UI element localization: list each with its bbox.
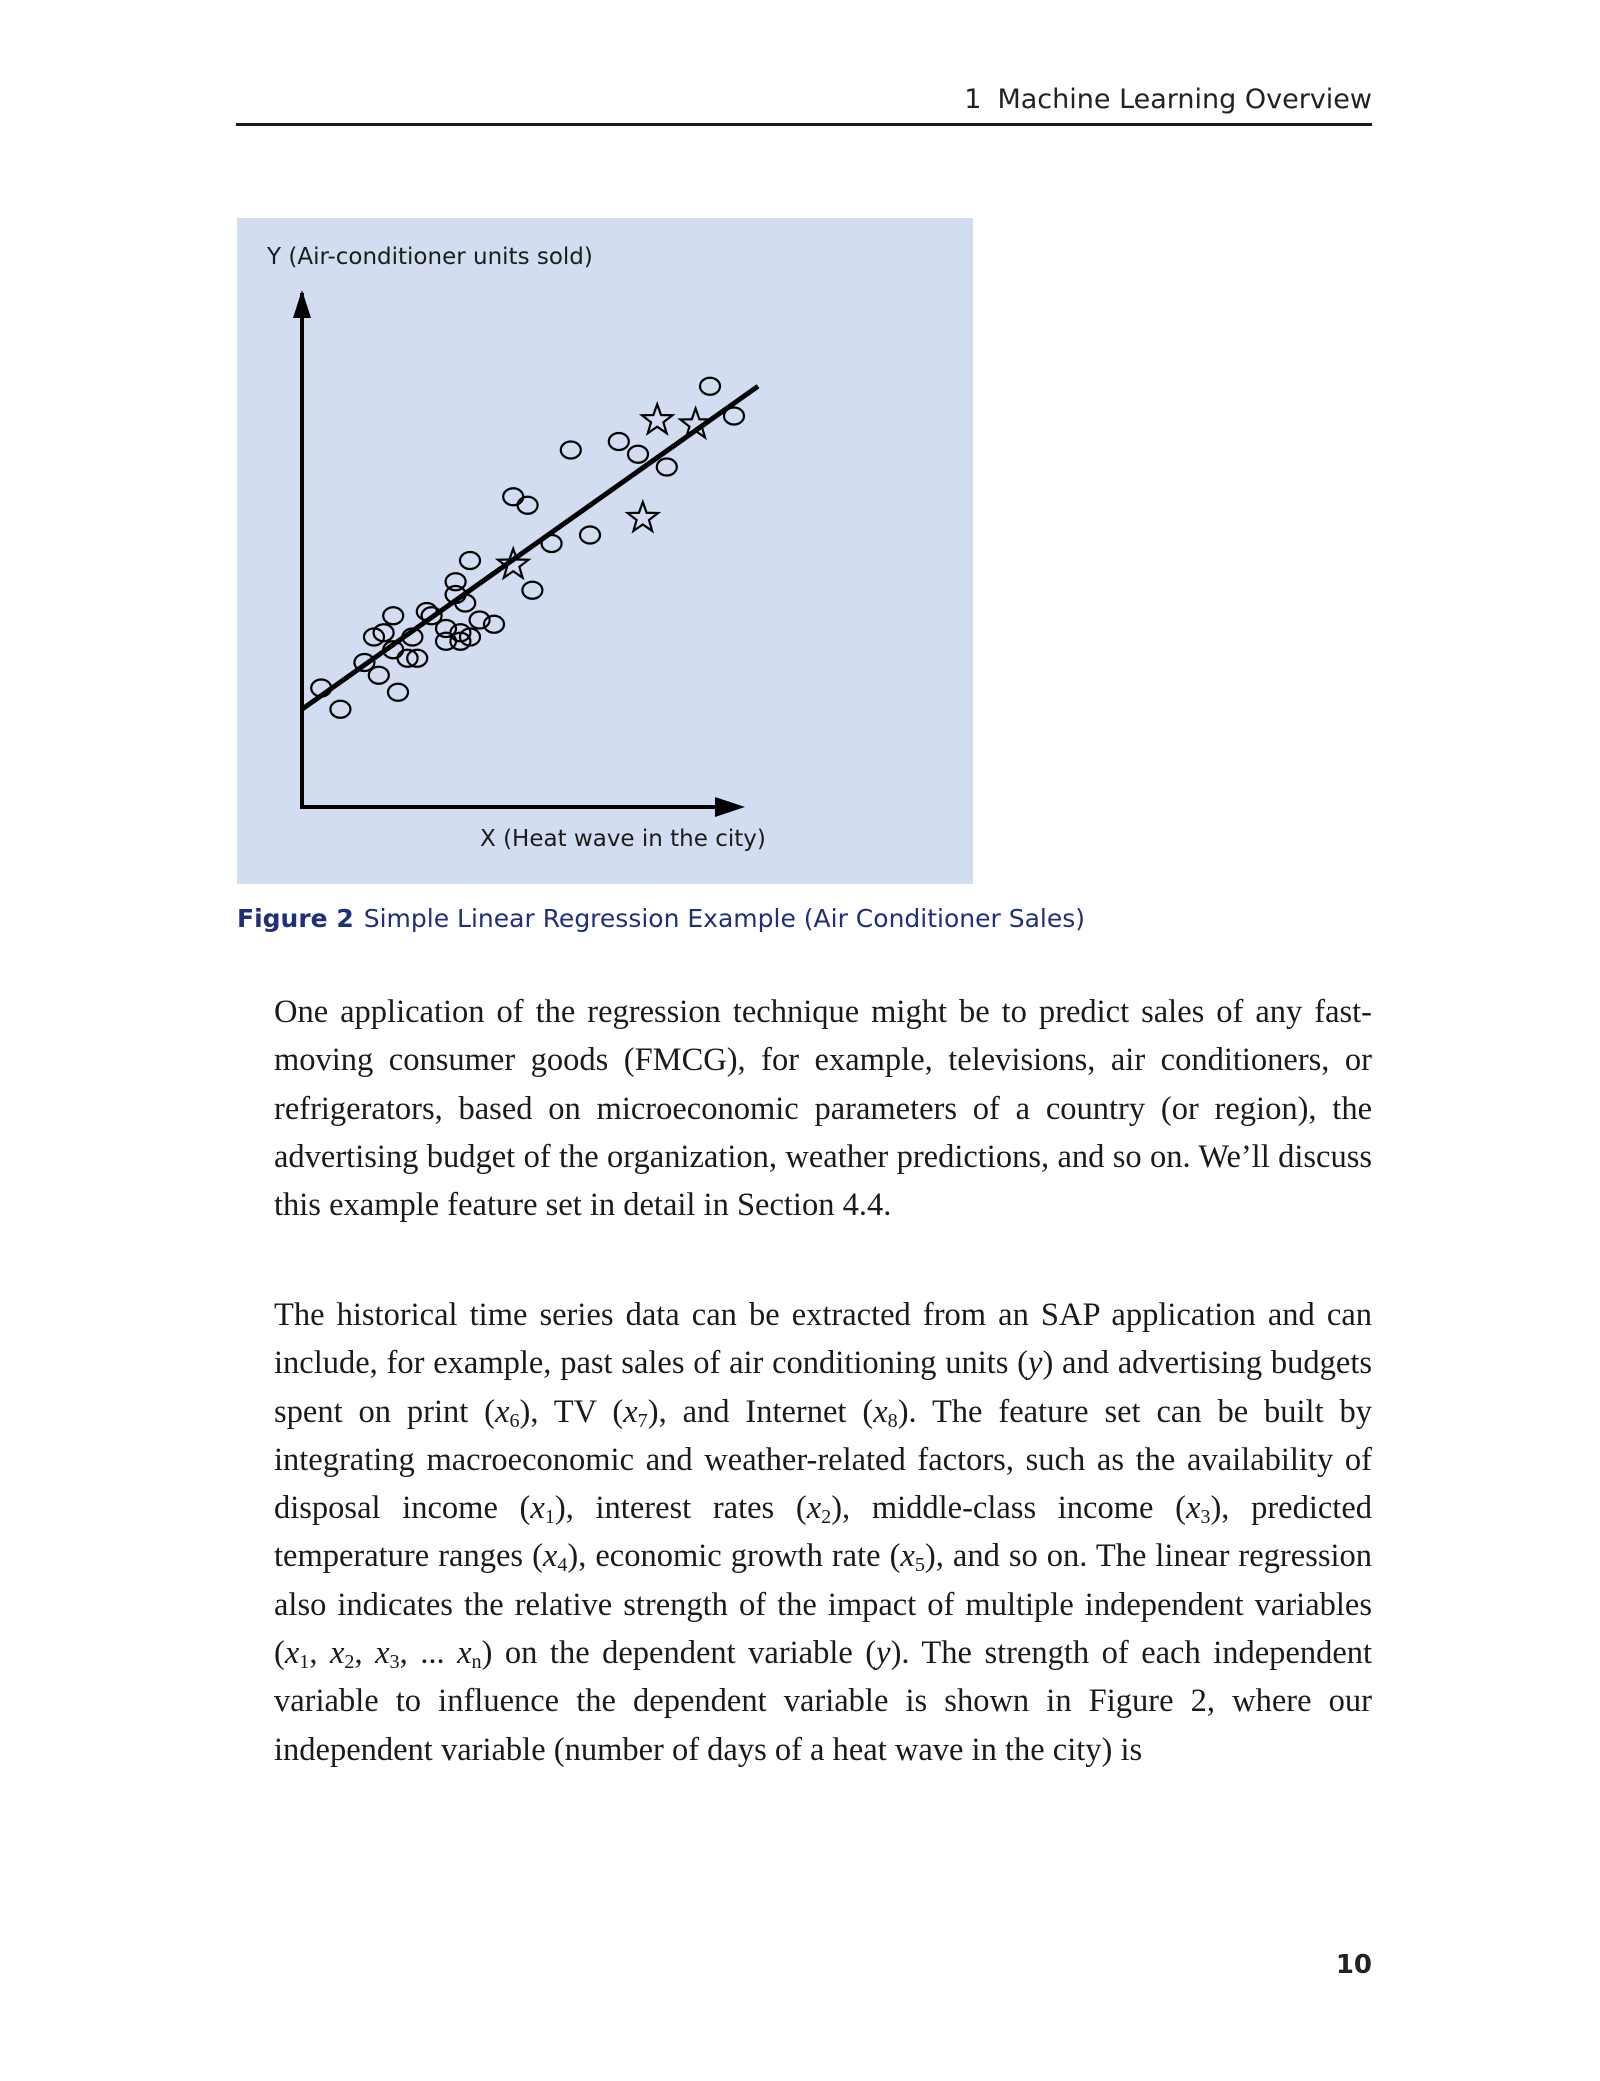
subscript: 1: [544, 1506, 555, 1529]
text-run: ). The feature set can be built by integrating macroeconomic and weather-related factors, such as the availability of disposal income (: [274, 1393, 1373, 1527]
text-run: ,: [354, 1635, 376, 1672]
var-x: x: [495, 1393, 510, 1430]
subscript: 7: [637, 1409, 648, 1432]
text-run: ), TV (: [519, 1393, 624, 1430]
data-point-circle: [724, 408, 744, 425]
text-run: ) and advertising budgets spent on print (: [274, 1345, 1372, 1430]
text-run: ), and Internet (: [647, 1393, 874, 1430]
var-x: x: [284, 1635, 300, 1672]
text-run: ). The strength of each independent variable to influence the dependent variable is shown in Figure 2, where our independent variable (number of days of a heat wave in the city) is: [274, 1635, 1373, 1768]
var-x: x: [806, 1490, 822, 1527]
x-axis-arrow-icon: [715, 797, 745, 817]
data-point-circle: [383, 607, 403, 624]
data-point-circle: [561, 442, 581, 459]
text-run: ), predicted temperature ranges (: [274, 1490, 1373, 1575]
text-run: , ...: [399, 1635, 458, 1672]
figure-panel: [237, 218, 973, 884]
text-run: ), and so on. The linear regression also indicates the relative strength of the impact of multiple independent variables (: [274, 1538, 1372, 1672]
var-x: x: [623, 1393, 638, 1430]
data-point-circle: [503, 488, 523, 505]
data-point-circle: [446, 573, 466, 590]
data-point-circle: [388, 684, 408, 701]
data-point-circle: [609, 433, 629, 450]
running-head: [236, 78, 1372, 126]
x-axis-label: X (Heat wave in the city): [480, 826, 766, 852]
subscript: n: [471, 1651, 482, 1674]
data-point-circle: [518, 497, 538, 514]
var-x: x: [873, 1393, 888, 1430]
page-number: 10: [1335, 1950, 1372, 1980]
body-paragraph-1: [274, 988, 1372, 1229]
var-x: x: [542, 1538, 558, 1575]
var-x: x: [375, 1635, 390, 1672]
figure-caption-text: Simple Linear Regression Example (Air Conditioner Sales): [363, 904, 1086, 933]
regression-chart: [237, 218, 973, 884]
data-point-circle: [542, 535, 562, 552]
subscript: 4: [557, 1554, 568, 1577]
data-point-circle: [657, 459, 677, 476]
subscript: 2: [344, 1651, 355, 1674]
data-point-circle: [460, 552, 480, 569]
paragraph-text: One application of the regression technique might be to predict sales of any fast-moving consumer goods (FMCG), for example, televisions, air conditioners, or refrigerators, based on microeconomic parameters of a country (or region), the advertising budget of the organization, weather predictions, and so on. We’ll discuss this example feature set in detail in Section 4.4.: [274, 994, 1372, 1224]
var-x: x: [900, 1538, 915, 1575]
subscript: 6: [509, 1409, 520, 1432]
subscript: 1: [299, 1651, 310, 1674]
data-point-circle: [580, 527, 600, 544]
y-axis-arrow-icon: [293, 290, 311, 318]
figure-caption-number: Figure 2: [237, 904, 354, 933]
text-run: ) on the dependent variable (: [481, 1635, 877, 1672]
var-y: y: [1028, 1345, 1043, 1382]
data-point-circle: [330, 701, 350, 718]
y-axis-label: Y (Air-conditioner units sold): [267, 244, 593, 270]
data-point-circle: [522, 582, 542, 599]
subscript: 8: [887, 1409, 898, 1432]
var-y: y: [876, 1635, 891, 1672]
data-point-star: [628, 502, 658, 531]
var-x: x: [457, 1635, 472, 1672]
text-run: ), economic growth rate (: [567, 1538, 901, 1575]
data-point-circle: [369, 667, 389, 684]
text-run: ), middle-class income (: [831, 1490, 1186, 1527]
data-point-circle: [700, 378, 720, 395]
data-point-circle: [628, 446, 648, 463]
body-paragraph-2: [274, 1291, 1372, 1774]
figure-caption: [237, 904, 1085, 933]
var-x: x: [1185, 1490, 1201, 1527]
subscript: 3: [389, 1651, 400, 1674]
text-run: ), interest rates (: [554, 1490, 807, 1527]
var-x: x: [530, 1490, 545, 1527]
paragraph-text: [274, 1291, 1372, 1774]
text-run: ,: [309, 1635, 330, 1672]
data-point-circle: [417, 603, 437, 620]
chapter-title: Machine Learning Overview: [997, 84, 1372, 115]
data-point-star: [642, 404, 672, 433]
var-x: x: [329, 1635, 345, 1672]
subscript: 5: [914, 1554, 925, 1577]
chapter-number: 1: [964, 84, 982, 115]
text-run: The historical time series data can be extracted from an SAP application and can include, for example, past sales of air conditioning units (: [274, 1297, 1372, 1382]
subscript: 3: [1200, 1506, 1211, 1529]
subscript: 2: [821, 1506, 832, 1529]
